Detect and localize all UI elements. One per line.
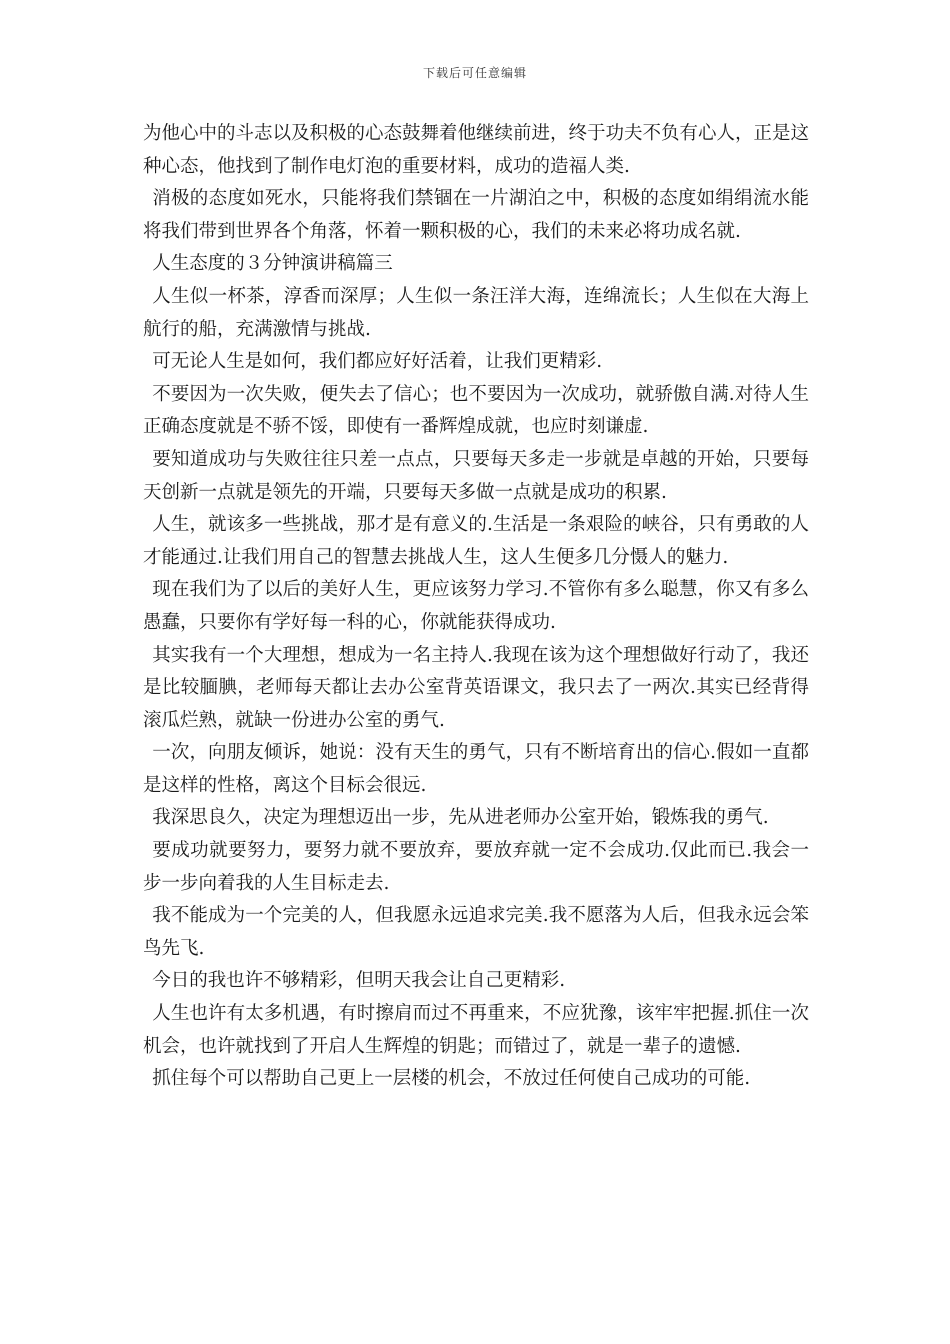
paragraph-9: 现在我们为了以后的美好人生，更应该努力学习.不管你有多么聪慧，你又有多么愚蠢，只要你有学好每一科的心，你就能获得成功. bbox=[143, 579, 809, 633]
document-body bbox=[143, 118, 809, 1096]
paragraph-8: 人生，就该多一些挑战，那才是有意义的.生活是一条艰险的峡谷，只有勇敢的人才能通过.让我们用自己的智慧去挑战人生，这人生便多几分慑人的魅力. bbox=[143, 514, 809, 568]
paragraph-6: 不要因为一次失败，便失去了信心；也不要因为一次成功，就骄傲自满.对待人生正确态度就是不骄不馁，即使有一番辉煌成就，也应时刻谦虚. bbox=[143, 383, 809, 438]
paragraph-10: 其实我有一个大理想，想成为一名主持人.我现在该为这个理想做好行动了，我还是比较腼腆，老师每天都让去办公室背英语课文，我只去了一两次.其实已经背得滚瓜烂熟，就缺一份进办公室的勇气. bbox=[143, 644, 809, 731]
paragraph-4: 人生似一杯茶，淳香而深厚；人生似一条汪洋大海，连绵流长；人生似在大海上航行的船，充满激情与挑战. bbox=[143, 285, 809, 340]
paragraph-7: 要知道成功与失败往往只差一点点，只要每天多走一步就是卓越的开始，只要每天创新一点就是领先的开端，只要每天多做一点就是成功的积累. bbox=[143, 448, 809, 503]
page-header: 下载后可任意编辑 bbox=[422, 66, 527, 80]
paragraph-5: 可无论人生是如何，我们都应好好活着，让我们更精彩. bbox=[152, 351, 603, 373]
paragraph-14: 我不能成为一个完美的人，但我愿永远追求完美.我不愿落为人后，但我永远会笨鸟先飞. bbox=[143, 905, 809, 959]
paragraph-17: 抓住每个可以帮助自己更上一层楼的机会，不放过任何使自己成功的可能. bbox=[152, 1068, 751, 1090]
paragraph-15: 今日的我也许不够精彩，但明天我会让自己更精彩. bbox=[152, 970, 566, 992]
paragraph-12: 我深思良久，决定为理想迈出一步，先从进老师办公室开始，锻炼我的勇气. bbox=[152, 807, 769, 829]
paragraph-1: 为他心中的斗志以及积极的心态鼓舞着他继续前进，终于功夫不负有心人，正是这种心态，他找到了制作电灯泡的重要材料，成功的造福人类. bbox=[143, 123, 810, 177]
section-heading: 人生态度的３分钟演讲稿篇三 bbox=[152, 253, 393, 275]
paragraph-11: 一次，向朋友倾诉，她说：没有天生的勇气，只有不断培育出的信心.假如一直都是这样的性格，离这个目标会很远. bbox=[143, 742, 809, 796]
paragraph-16: 人生也许有太多机遇，有时擦肩而过不再重来，不应犹豫，该牢牢把握.抓住一次机会，也许就找到了开启人生辉煌的钥匙；而错过了，就是一辈子的遗憾. bbox=[143, 1003, 809, 1057]
paragraph-13: 要成功就要努力，要努力就不要放弃，要放弃就一定不会成功.仅此而已.我会一步一步向着我的人生目标走去. bbox=[143, 840, 809, 894]
paragraph-2: 消极的态度如死水，只能将我们禁锢在一片湖泊之中，积极的态度如绢绢流水能将我们带到世界各个角落，怀着一颗积极的心，我们的未来必将功成名就. bbox=[143, 188, 809, 242]
